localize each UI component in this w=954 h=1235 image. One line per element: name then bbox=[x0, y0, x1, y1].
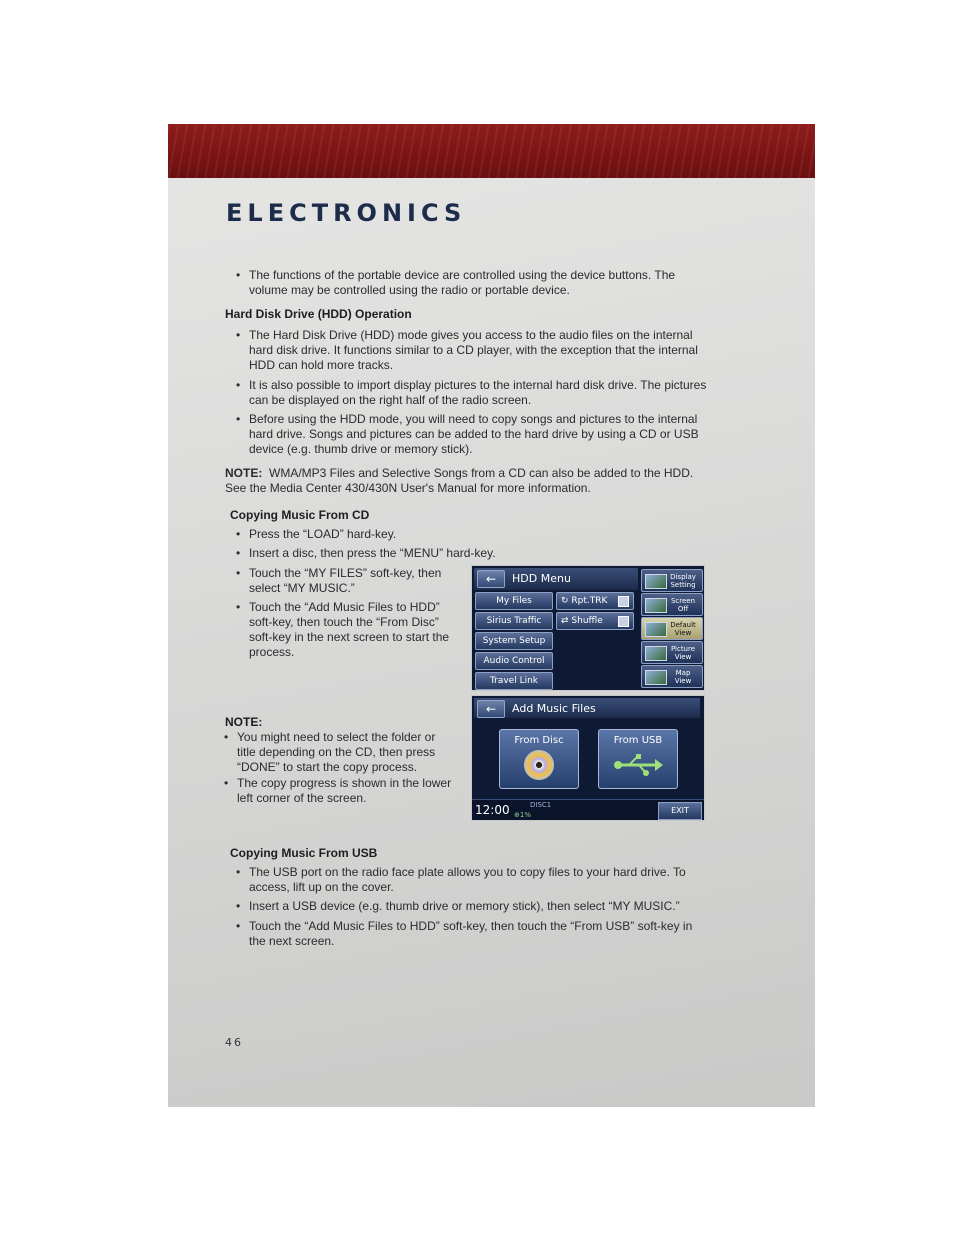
picture-view-button[interactable]: Picture View bbox=[641, 641, 703, 664]
manual-page bbox=[168, 124, 815, 1107]
checkbox-icon bbox=[618, 616, 629, 627]
section-heading: Copying Music From CD bbox=[230, 508, 370, 522]
display-setting-button[interactable]: Display Setting bbox=[641, 569, 703, 592]
list-item: • It is also possible to import display pictures to the internal hard disk drive. The pictures can be displayed on the right half of the radio screen. bbox=[236, 378, 707, 407]
list-item: • The USB port on the radio face plate allows you to copy files to your hard drive. To access, lift up on the cover. bbox=[236, 865, 686, 894]
usb-icon bbox=[613, 752, 663, 778]
list-item: • Touch the “Add Music Files to HDD” soft-key, then touch the “From Disc” soft-key in the next screen to start the process. bbox=[236, 600, 450, 659]
system-setup-button[interactable]: System Setup bbox=[475, 632, 553, 650]
header-banner bbox=[168, 124, 815, 178]
list-item: • Insert a disc, then press the “MENU” hard-key. bbox=[236, 546, 496, 560]
from-disc-button[interactable]: From Disc bbox=[499, 729, 579, 789]
travel-link-button[interactable]: Travel Link bbox=[475, 672, 553, 690]
default-view-icon bbox=[645, 622, 667, 637]
screen-title-bar bbox=[474, 568, 638, 590]
clock: 12:00 bbox=[475, 803, 510, 817]
from-usb-button[interactable]: From USB bbox=[598, 729, 678, 789]
note-label: NOTE: bbox=[225, 715, 263, 729]
screen-title-bar bbox=[474, 698, 700, 718]
list-item: • Before using the HDD mode, you will need to copy songs and pictures to the internal hard drive. Songs and pictures can be added to the hard drive by using a CD or USB device (e.g. thumb drive or memory stick). bbox=[236, 412, 699, 456]
list-item: • The Hard Disk Drive (HDD) mode gives you access to the audio files on the internal hard disk drive. It functions similar to a CD player, with the exception that the internal HDD can hold more tracks. bbox=[236, 328, 698, 372]
disc-label: DISC1 bbox=[530, 801, 552, 809]
shuffle-icon: ⇄ bbox=[561, 616, 569, 626]
screen-off-button[interactable]: Screen Off bbox=[641, 593, 703, 616]
disc-icon bbox=[524, 750, 554, 780]
repeat-icon: ↻ bbox=[561, 596, 569, 606]
map-view-button[interactable]: Map View bbox=[641, 665, 703, 688]
note-text: WMA/MP3 Files and Selective Songs from a CD can also be added to the HDD. See the Media Center 430/430N User's Manual for more information. bbox=[225, 466, 694, 495]
shuffle-button[interactable]: ⇄ Shuffle bbox=[556, 612, 634, 630]
page-number: 46 bbox=[225, 1036, 243, 1049]
display-setting-icon bbox=[645, 574, 667, 589]
screen-title: HDD Menu bbox=[512, 572, 571, 585]
section-heading: Hard Disk Drive (HDD) Operation bbox=[225, 307, 412, 321]
status-bar bbox=[472, 799, 704, 820]
map-view-icon bbox=[645, 670, 667, 685]
audio-control-button[interactable]: Audio Control bbox=[475, 652, 553, 670]
back-arrow-icon[interactable]: ← bbox=[477, 570, 505, 588]
copy-progress: ⊕1% bbox=[514, 811, 531, 819]
checkbox-icon bbox=[618, 596, 629, 607]
screen-title: Add Music Files bbox=[512, 702, 596, 715]
list-item: • The functions of the portable device are controlled using the device buttons. The volume may be controlled using the radio or portable device. bbox=[236, 268, 676, 297]
default-view-button[interactable]: Default View bbox=[641, 617, 703, 640]
back-arrow-icon[interactable]: ← bbox=[477, 700, 505, 718]
note-label: NOTE: bbox=[225, 466, 263, 480]
repeat-track-button[interactable]: ↻ Rpt.TRK bbox=[556, 592, 634, 610]
list-item: • Insert a USB device (e.g. thumb drive or memory stick), then select “MY MUSIC.” bbox=[236, 899, 680, 913]
list-item: • The copy progress is shown in the lower left corner of the screen. bbox=[224, 776, 452, 805]
hdd-menu-screen bbox=[471, 565, 705, 691]
picture-view-icon bbox=[645, 646, 667, 661]
my-files-button[interactable]: My Files bbox=[475, 592, 553, 610]
section-heading: Copying Music From USB bbox=[230, 846, 378, 860]
page-title: ELECTRONICS bbox=[226, 199, 467, 227]
note-paragraph bbox=[225, 466, 705, 496]
list-item: • Press the “LOAD” hard-key. bbox=[236, 527, 397, 541]
list-item: • Touch the “Add Music Files to HDD” soft-key, then touch the “From USB” soft-key in the next screen. bbox=[236, 919, 693, 948]
list-item: • You might need to select the folder or title depending on the CD, then press “DONE” to start the copy process. bbox=[224, 730, 436, 774]
screen-off-icon bbox=[645, 598, 667, 613]
list-item: • Touch the “MY FILES” soft-key, then select “MY MUSIC.” bbox=[236, 566, 442, 595]
sirius-traffic-button[interactable]: Sirius Traffic bbox=[475, 612, 553, 630]
exit-button[interactable]: EXIT bbox=[658, 802, 702, 820]
add-music-files-screen bbox=[471, 695, 705, 821]
